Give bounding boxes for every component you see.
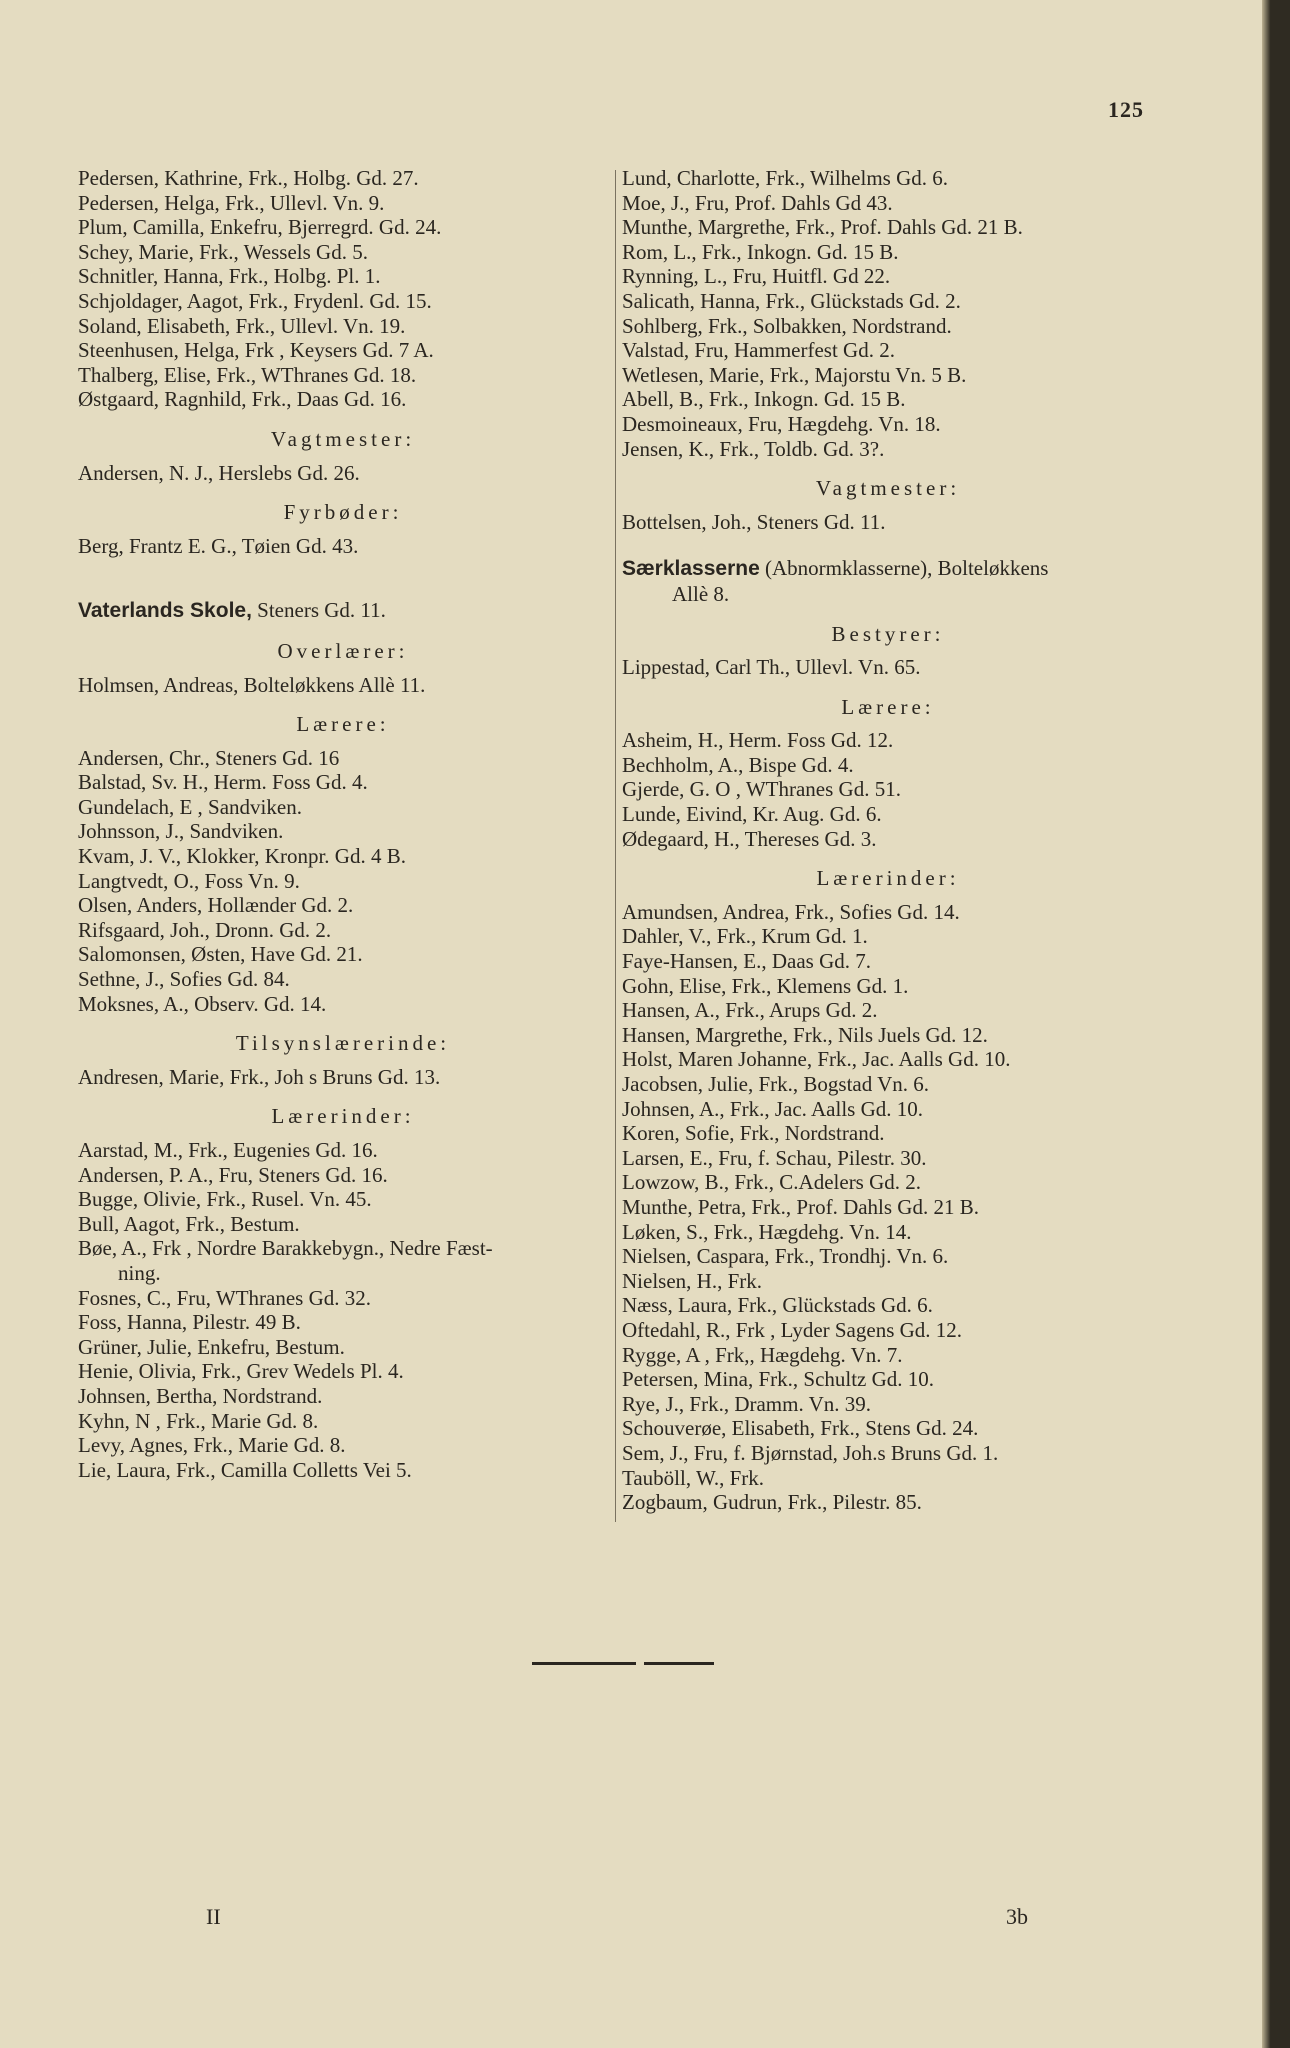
directory-entry: Plum, Camilla, Enkefru, Bjerregrd. Gd. 24. [78, 215, 442, 240]
directory-entry: Olsen, Anders, Hollænder Gd. 2. [78, 893, 354, 918]
directory-entry: Pedersen, Kathrine, Frk., Holbg. Gd. 27. [78, 166, 419, 190]
school-title-vaterlands [78, 598, 608, 624]
directory-entry: Salicath, Hanna, Frk., Glückstads Gd. 2. [622, 288, 961, 313]
directory-entry: Oftedahl, R., Frk , Lyder Sagens Gd. 12. [622, 1317, 963, 1342]
laerere-list-left [78, 746, 608, 1017]
directory-entry: Schouverøe, Elisabeth, Frk., Stens Gd. 24. [622, 1416, 979, 1441]
vagtmester-list-right [622, 510, 1154, 535]
directory-entry: Ødegaard, H., Thereses Gd. 3. [622, 826, 877, 851]
directory-entry: Rifsgaard, Joh., Dronn. Gd. 2. [78, 917, 332, 942]
directory-entry: Lowzow, B., Frk., C.Adelers Gd. 2. [622, 1170, 922, 1195]
directory-entry: Zogbaum, Gudrun, Frk., Pilestr. 85. [622, 1490, 922, 1515]
laererinder-heading-right: Lærerinder: [816, 866, 960, 891]
directory-entry: Rynning, L., Fru, Huitfl. Gd 22. [622, 264, 891, 289]
school-address-line-1: (Abnormklasserne), Bolteløkkens [765, 556, 1049, 581]
laererinder-list-right [622, 900, 1154, 1515]
right-top-list [622, 166, 1154, 461]
directory-entry: Andersen, Chr., Steners Gd. 16 [78, 745, 340, 770]
vagtmester-heading-left: Vagtmester: [270, 426, 416, 451]
closing-rule [532, 1662, 714, 1665]
directory-entry: Bechholm, A., Bispe Gd. 4. [622, 752, 854, 777]
directory-entry: Moe, J., Fru, Prof. Dahls Gd 43. [622, 190, 893, 215]
directory-entry: Østgaard, Ragnhild, Frk., Daas Gd. 16. [78, 387, 407, 412]
directory-entry: Lunde, Eivind, Kr. Aug. Gd. 6. [622, 802, 882, 827]
directory-entry: Holmsen, Andreas, Bolteløkkens Allè 11. [78, 672, 426, 697]
directory-entry: Amundsen, Andrea, Frk., Sofies Gd. 14. [622, 899, 960, 924]
directory-entry: Johnsen, A., Frk., Jac. Aalls Gd. 10. [622, 1096, 923, 1121]
directory-entry: Sem, J., Fru, f. Bjørnstad, Joh.s Bruns Gd. 1. [622, 1440, 999, 1465]
directory-entry: Asheim, H., Herm. Foss Gd. 12. [622, 728, 894, 753]
directory-entry: Larsen, E., Fru, f. Schau, Pilestr. 30. [622, 1145, 927, 1170]
directory-entry: Aarstad, M., Frk., Eugenies Gd. 16. [78, 1138, 378, 1162]
directory-entry: Johnsson, J., Sandviken. [78, 819, 284, 844]
directory-entry: Lie, Laura, Frk., Camilla Colletts Vei 5. [78, 1457, 412, 1482]
directory-entry: Schjoldager, Aagot, Frk., Frydenl. Gd. 15. [78, 288, 432, 313]
directory-entry: Kyhn, N , Frk., Marie Gd. 8. [78, 1408, 319, 1433]
directory-entry: Sethne, J., Sofies Gd. 84. [78, 967, 290, 992]
directory-entry: Salomonsen, Østen, Have Gd. 21. [78, 942, 363, 967]
directory-entry: Kvam, J. V., Klokker, Kronpr. Gd. 4 B. [78, 844, 406, 869]
directory-entry: Berg, Frantz E. G., Tøien Gd. 43. [78, 533, 359, 558]
directory-entry: Koren, Sofie, Frk., Nordstrand. [622, 1121, 885, 1146]
column-divider [615, 170, 616, 1522]
directory-entry: Steenhusen, Helga, Frk , Keysers Gd. 7 A. [78, 338, 434, 363]
directory-entry: Dahler, V., Frk., Krum Gd. 1. [622, 924, 868, 949]
laererinder-heading-left: Lærerinder: [271, 1104, 415, 1129]
overlaerer-heading: Overlærer: [277, 638, 409, 663]
directory-entry: Langtvedt, O., Foss Vn. 9. [78, 868, 300, 893]
school-name: Vaterlands Skole, [78, 599, 252, 623]
directory-entry: Gohn, Elise, Frk., Klemens Gd. 1. [622, 973, 909, 998]
left-top-list [78, 166, 608, 412]
directory-entry: Rom, L., Frk., Inkogn. Gd. 15 B. [622, 239, 899, 264]
directory-entry: Fosnes, C., Fru, WThranes Gd. 32. [78, 1285, 372, 1310]
directory-entry: Foss, Hanna, Pilestr. 49 B. [78, 1310, 301, 1335]
overlaerer-list [78, 673, 608, 698]
laerere-heading-right: Lærere: [841, 694, 935, 719]
directory-entry: Wetlesen, Marie, Frk., Majorstu Vn. 5 B. [622, 362, 967, 387]
directory-entry: Bull, Aagot, Frk., Bestum. [78, 1211, 300, 1236]
directory-entry: Grüner, Julie, Enkefru, Bestum. [78, 1334, 345, 1359]
directory-entry: Rye, J., Frk., Dramm. Vn. 39. [622, 1391, 872, 1416]
directory-entry: Desmoineaux, Fru, Hægdehg. Vn. 18. [622, 411, 941, 436]
school-address: Steners Gd. 11. [257, 598, 386, 623]
directory-entry: Jacobsen, Julie, Frk., Bogstad Vn. 6. [622, 1072, 930, 1096]
directory-entry: Jensen, K., Frk., Toldb. Gd. 3?. [622, 436, 885, 461]
directory-entry: Hansen, Margrethe, Frk., Nils Juels Gd. 12. [622, 1022, 988, 1047]
signature-mark-left: II [206, 1904, 221, 1929]
closing-rule-gap [636, 1661, 644, 1666]
page-number: 125 [1108, 97, 1144, 122]
directory-entry: Bottelsen, Joh., Steners Gd. 11. [622, 509, 886, 534]
school-title-saerklasserne [622, 556, 1154, 606]
directory-entry: ning. [118, 1260, 161, 1285]
directory-entry: Hansen, A., Frk., Arups Gd. 2. [622, 998, 878, 1023]
directory-entry: Johnsen, Bertha, Nordstrand. [78, 1383, 323, 1408]
directory-entry: Lippestad, Carl Th., Ullevl. Vn. 65. [622, 655, 921, 680]
laerere-heading-left: Lærere: [296, 712, 390, 737]
vagtmester-list-left [78, 461, 608, 486]
directory-entry: Gjerde, G. O , WThranes Gd. 51. [622, 777, 901, 802]
fyrboder-heading: Fyrbøder: [283, 500, 403, 525]
directory-entry: Pedersen, Helga, Frk., Ullevl. Vn. 9. [78, 190, 385, 215]
signature-mark-right: 3b [1006, 1904, 1028, 1929]
directory-entry: Henie, Olivia, Frk., Grev Wedels Pl. 4. [78, 1359, 404, 1384]
tilsyn-list [78, 1065, 608, 1090]
directory-entry: Holst, Maren Johanne, Frk., Jac. Aalls Gd. 10. [622, 1047, 1011, 1072]
directory-entry: Schnitler, Hanna, Frk., Holbg. Pl. 1. [78, 264, 381, 289]
bestyrer-list [622, 655, 1154, 680]
directory-entry: Soland, Elisabeth, Frk., Ullevl. Vn. 19. [78, 313, 406, 338]
directory-entry: Lund, Charlotte, Frk., Wilhelms Gd. 6. [622, 166, 948, 190]
school-name-right: Særklasserne [622, 557, 760, 581]
directory-entry: Tauböll, W., Frk. [622, 1465, 765, 1490]
directory-entry: Gundelach, E , Sandviken. [78, 794, 302, 819]
fyrboder-list [78, 534, 608, 559]
directory-entry: Løken, S., Frk., Hægdehg. Vn. 14. [622, 1219, 912, 1244]
directory-entry: Munthe, Petra, Frk., Prof. Dahls Gd. 21 B. [622, 1194, 979, 1219]
tilsyn-heading: Tilsynslærerinde: [235, 1031, 451, 1056]
directory-entry: Faye-Hansen, E., Daas Gd. 7. [622, 949, 872, 974]
directory-entry: Bugge, Olivie, Frk., Rusel. Vn. 45. [78, 1187, 372, 1212]
right-column [622, 166, 1154, 1515]
laerere-list-right [622, 728, 1154, 851]
directory-entry: Munthe, Margrethe, Frk., Prof. Dahls Gd. 21 B. [622, 215, 1023, 240]
directory-entry: Nielsen, H., Frk. [622, 1268, 762, 1293]
laererinder-list-left [78, 1138, 608, 1482]
directory-entry: Moksnes, A., Observ. Gd. 14. [78, 991, 327, 1016]
directory-entry: Næss, Laura, Frk., Glückstads Gd. 6. [622, 1293, 933, 1318]
directory-entry: Abell, B., Frk., Inkogn. Gd. 15 B. [622, 387, 906, 412]
directory-entry: Andresen, Marie, Frk., Joh s Bruns Gd. 13. [78, 1064, 441, 1089]
page-edge [1262, 0, 1290, 2048]
directory-entry: Sohlberg, Frk., Solbakken, Nordstrand. [622, 313, 952, 338]
directory-entry: Valstad, Fru, Hammerfest Gd. 2. [622, 338, 895, 363]
directory-entry: Thalberg, Elise, Frk., WThranes Gd. 18. [78, 362, 417, 387]
directory-entry: Rygge, A , Frk,, Hægdehg. Vn. 7. [622, 1342, 903, 1367]
directory-entry: Balstad, Sv. H., Herm. Foss Gd. 4. [78, 770, 368, 795]
directory-entry: Bøe, A., Frk , Nordre Barakkebygn., Nedre Fæst- [78, 1236, 493, 1261]
vagtmester-heading-right: Vagtmester: [815, 476, 961, 501]
directory-entry: Levy, Agnes, Frk., Marie Gd. 8. [78, 1433, 346, 1458]
directory-entry: Andersen, N. J., Herslebs Gd. 26. [78, 460, 360, 485]
school-address-line-2: Allè 8. [672, 581, 730, 606]
directory-entry: Nielsen, Caspara, Frk., Trondhj. Vn. 6. [622, 1244, 949, 1269]
directory-entry: Schey, Marie, Frk., Wessels Gd. 5. [78, 239, 368, 264]
directory-entry: Petersen, Mina, Frk., Schultz Gd. 10. [622, 1367, 935, 1392]
directory-entry: Andersen, P. A., Fru, Steners Gd. 16. [78, 1162, 388, 1187]
bestyrer-heading: Bestyrer: [831, 621, 945, 646]
left-column [78, 166, 608, 1482]
